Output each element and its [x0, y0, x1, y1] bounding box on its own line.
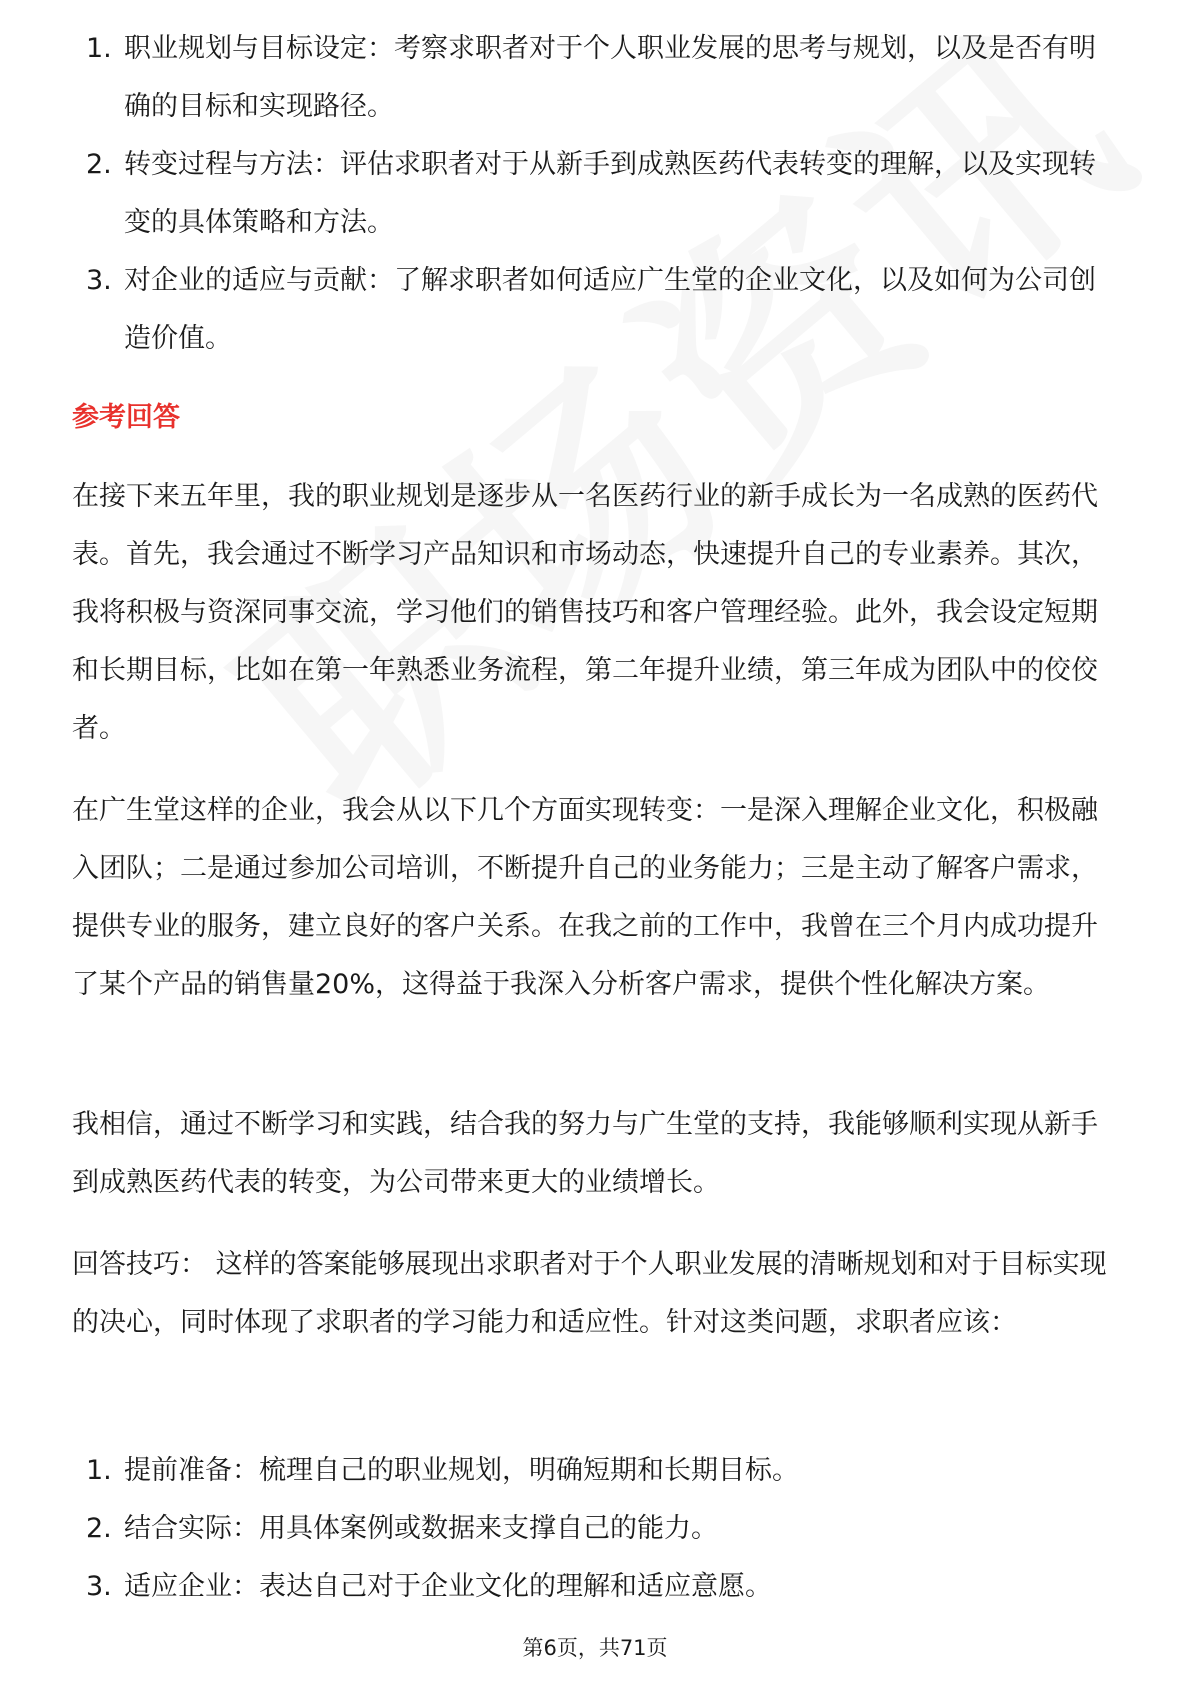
list-item-number: 3.	[86, 265, 112, 296]
list-item	[72, 136, 1122, 252]
list-item-number: 2.	[86, 149, 112, 180]
list-item-text: 转变过程与方法：评估求职者对于从新手到成熟医药代表转变的理解，以及实现转变的具体策略和方法。	[124, 149, 1096, 238]
list-item-number: 1.	[86, 1455, 112, 1486]
list-item	[72, 1558, 799, 1616]
list-item-text: 提前准备：梳理自己的职业规划，明确短期和长期目标。	[124, 1455, 799, 1486]
section-title-reference-answer: 参考回答	[72, 402, 180, 433]
answer-tips-paragraph: 回答技巧： 这样的答案能够展现出求职者对于个人职业发展的清晰规划和对于目标实现的决心，同时体现了求职者的学习能力和适应性。针对这类问题，求职者应该：	[72, 1249, 1107, 1338]
list-item	[72, 20, 1122, 136]
tips-list	[72, 1442, 799, 1616]
list-item	[72, 252, 1122, 368]
page-number-footer: 第6页，共71页	[522, 1636, 668, 1660]
answer-paragraph: 在接下来五年里，我的职业规划是逐步从一名医药行业的新手成长为一名成熟的医药代表。首先，我会通过不断学习产品知识和市场动态，快速提升自己的专业素养。其次，我将积极与资深同事交流，学习他们的销售技巧和客户管理经验。此外，我会设定短期和长期目标，比如在第一年熟悉业务流程，第二年提升业绩，第三年成为团队中的佼佼者。	[72, 481, 1098, 744]
list-item-text: 职业规划与目标设定：考察求职者对于个人职业发展的思考与规划，以及是否有明确的目标和实现路径。	[124, 33, 1096, 122]
answer-paragraph: 我相信，通过不断学习和实践，结合我的努力与广生堂的支持，我能够顺利实现从新手到成熟医药代表的转变，为公司带来更大的业绩增长。	[72, 1109, 1098, 1198]
list-item-text: 适应企业：表达自己对于企业文化的理解和适应意愿。	[124, 1571, 772, 1602]
list-item	[72, 1442, 799, 1500]
list-item-number: 3.	[86, 1571, 112, 1602]
list-item-number: 2.	[86, 1513, 112, 1544]
answer-paragraph: 在广生堂这样的企业，我会从以下几个方面实现转变：一是深入理解企业文化，积极融入团队；二是通过参加公司培训，不断提升自己的业务能力；三是主动了解客户需求，提供专业的服务，建立良好的客户关系。在我之前的工作中，我曾在三个月内成功提升了某个产品的销售量20%，这得益于我深入分析客户需求，提供个性化解决方案。	[72, 795, 1098, 1000]
evaluation-points-list	[72, 20, 1122, 368]
list-item-number: 1.	[86, 33, 112, 64]
list-item-text: 结合实际：用具体案例或数据来支撑自己的能力。	[124, 1513, 718, 1544]
list-item	[72, 1500, 799, 1558]
list-item-text: 对企业的适应与贡献：了解求职者如何适应广生堂的企业文化，以及如何为公司创造价值。	[124, 265, 1096, 354]
